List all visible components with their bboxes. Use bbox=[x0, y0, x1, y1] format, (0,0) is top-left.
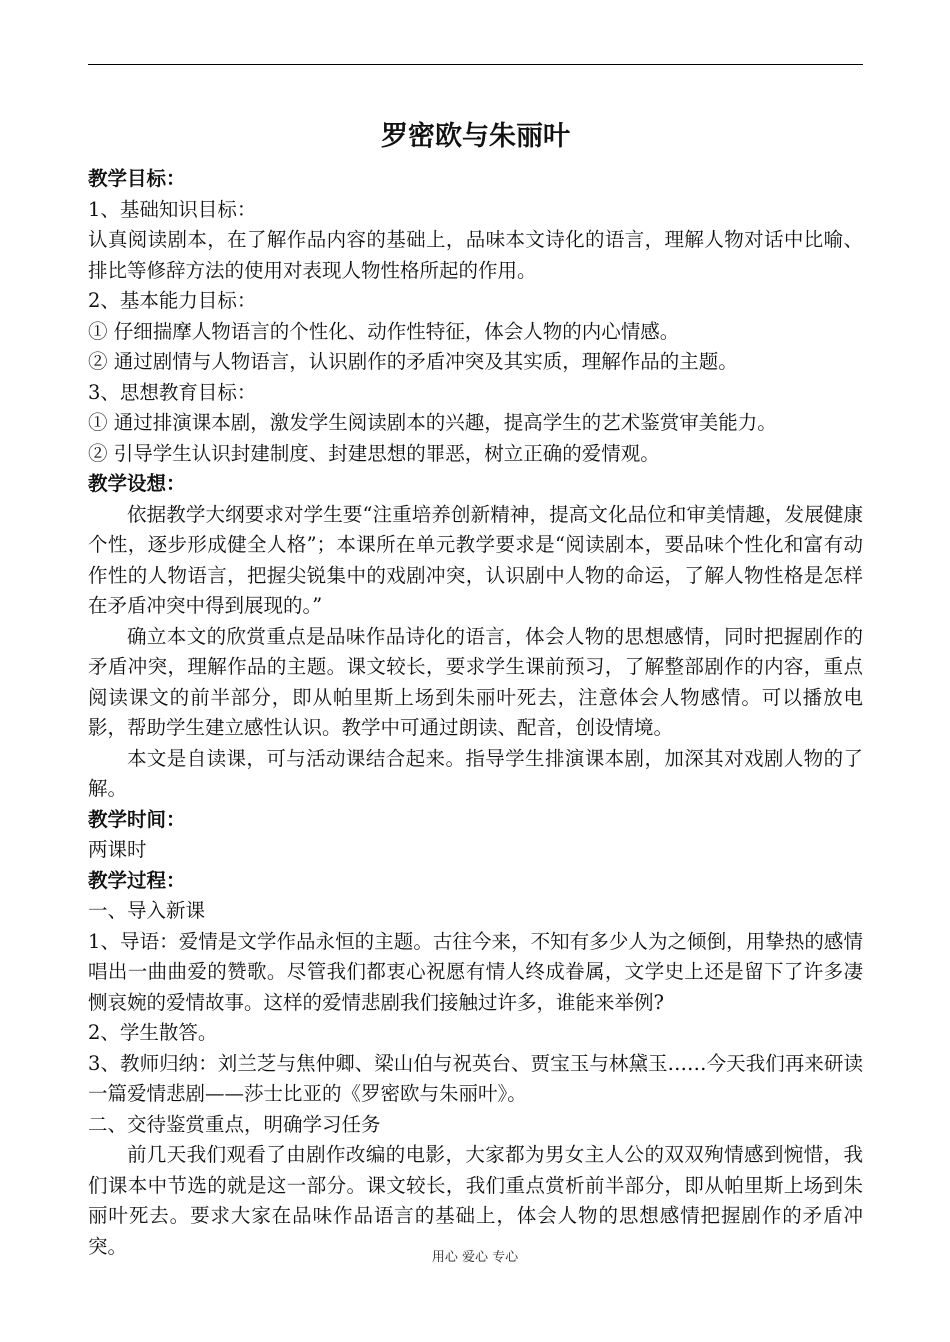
goal2-item2: ② 通过剧情与人物语言，认识剧作的矛盾冲突及其实质，理解作品的主题。 bbox=[88, 350, 738, 373]
document-title: 罗密欧与朱丽叶 bbox=[381, 121, 570, 152]
step1-paragraph-1: 1、导语：爱情是文学作品永恒的主题。古往今来，不知有多少人为之倾倒，用挚热的感情唱出一曲曲爱的赞歌。尽管我们都衷心祝愿有情人终成眷属，文学史上还是留下了许多凄恻哀婉的爱情故事。这样的爱情悲剧我们接触过许多，谁能来举例? bbox=[88, 929, 863, 1014]
design-heading: 教学设想： bbox=[88, 472, 186, 495]
design-paragraph-2: 确立本文的欣赏重点是品味作品诗化的语言，体会人物的思想感情，同时把握剧作的矛盾冲突，理解作品的主题。课文较长，要求学生课前预习，了解整部剧作的内容，重点阅读课文的前半部分，即从帕里斯上场到朱丽叶死去，注意体会人物感情。可以播放电影，帮助学生建立感性认识。教学中可通过朗读、配音，创设情境。 bbox=[88, 624, 863, 739]
time-text: 两课时 bbox=[88, 838, 147, 861]
step2-heading: 二、交待鉴赏重点，明确学习任务 bbox=[88, 1112, 381, 1136]
goal3-item2: ② 引导学生认识封建制度、封建思想的罪恶，树立正确的爱情观。 bbox=[88, 441, 660, 465]
design-paragraph-3: 本文是自读课，可与活动课结合起来。指导学生排演课本剧，加深其对戏剧人物的了解。 bbox=[88, 746, 863, 800]
header-rule bbox=[88, 64, 863, 65]
goal1-text: 认真阅读剧本，在了解作品内容的基础上，品味本文诗化的语言，理解人物对话中比喻、排比等修辞方法的使用对表现人物性格所起的作用。 bbox=[88, 228, 863, 282]
time-heading: 教学时间： bbox=[88, 807, 186, 831]
goal1-heading: 1、基础知识目标： bbox=[88, 197, 257, 221]
page-footer: 用心 爱心 专心 bbox=[431, 1250, 519, 1265]
step1-heading: 一、导入新课 bbox=[88, 899, 206, 922]
step2-paragraph-1: 前几天我们观看了由剧作改编的电影，大家都为男女主人公的双双殉情感到惋惜，我们课本中节选的就是这一部分。课文较长，我们重点赏析前半部分，即从帕里斯上场到朱丽叶死去。要求大家在品味作品语言的基础上，体会人物的思想感情把握剧作的矛盾冲突。 bbox=[88, 1143, 863, 1258]
process-heading: 教学过程： bbox=[88, 868, 186, 892]
design-paragraph-1: 依据教学大纲要求对学生要“注重培养创新精神，提高文化品位和审美情趣，发展健康个性，逐步形成健全人格”；本课所在单元教学要求是“阅读剧本，要品味个性化和富有动作性的人物语言，把握尖锐集中的戏剧冲突，认识剧中人物的命运，了解人物性格是怎样在矛盾冲突中得到展现的。” bbox=[88, 502, 863, 617]
goals-heading: 教学目标： bbox=[88, 167, 186, 190]
goal2-item1: ① 仔细揣摩人物语言的个性化、动作性特征，体会人物的内心情感。 bbox=[88, 319, 680, 343]
goal3-heading: 3、思想教育目标： bbox=[88, 380, 257, 404]
goal2-heading: 2、基本能力目标： bbox=[88, 289, 257, 312]
document-body bbox=[88, 110, 863, 1262]
step1-paragraph-3: 3、教师归纳：刘兰芝与焦仲卿、梁山伯与祝英台、贾宝玉与林黛玉……今天我们再来研读一篇爱情悲剧——莎士比亚的《罗密欧与朱丽叶》。 bbox=[88, 1051, 863, 1105]
step1-paragraph-2: 2、学生散答。 bbox=[88, 1021, 218, 1044]
goal3-item1: ① 通过排演课本剧，激发学生阅读剧本的兴趣，提高学生的艺术鉴赏审美能力。 bbox=[88, 411, 777, 434]
